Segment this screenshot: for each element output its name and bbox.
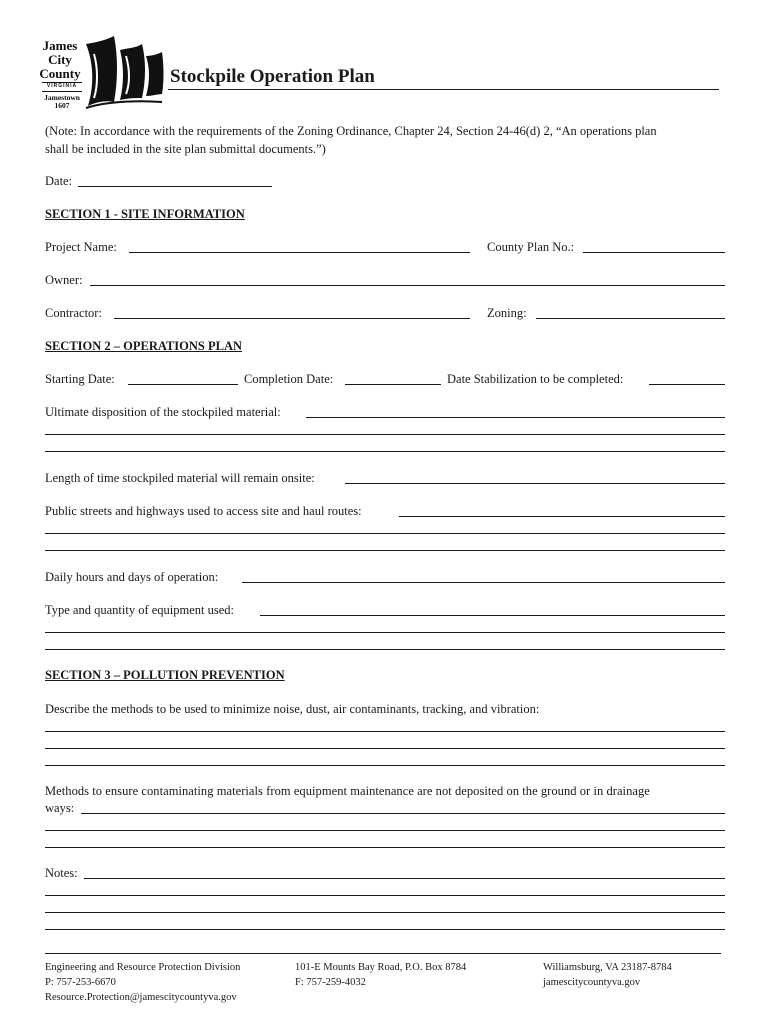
methods-ensure-field[interactable] — [81, 813, 725, 814]
describe-methods-line-2[interactable] — [45, 748, 725, 749]
contractor-label: Contractor: — [45, 306, 102, 320]
date-stabilization-field[interactable] — [649, 384, 725, 385]
note-line-2: shall be included in the site plan submittal documents.”) — [45, 142, 326, 156]
starting-date-field[interactable] — [128, 384, 238, 385]
section-2-heading: SECTION 2 – OPERATIONS PLAN — [45, 339, 243, 353]
footer-rule — [45, 953, 721, 954]
daily-hours-label: Daily hours and days of operation: — [45, 570, 219, 584]
equipment-label: Type and quantity of equipment used: — [45, 603, 235, 617]
public-streets-label: Public streets and highways used to access site and haul routes: — [45, 504, 362, 518]
starting-date-label: Starting Date: — [45, 372, 115, 386]
logo-virginia: VIRGINIA — [46, 83, 78, 89]
page-title: Stockpile Operation Plan — [170, 66, 375, 87]
footer-address: 101-E Mounts Bay Road, P.O. Box 8784 — [295, 962, 467, 973]
equipment-line-3[interactable] — [45, 649, 725, 650]
methods-ensure-line-3[interactable] — [45, 847, 725, 848]
footer-phone: P: 757-253-6670 — [45, 977, 116, 988]
methods-ensure-line-2[interactable] — [45, 830, 725, 831]
describe-methods-line-1[interactable] — [45, 731, 725, 732]
public-streets-line-3[interactable] — [45, 550, 725, 551]
footer-email[interactable]: Resource.Protection@jamescitycountyva.gov — [45, 992, 237, 1003]
date-field[interactable] — [78, 186, 272, 187]
note-line-1: (Note: In accordance with the requirements of the Zoning Ordinance, Chapter 24, Section 24-46(d) 2, “An operations plan — [45, 124, 657, 138]
equipment-field[interactable] — [260, 615, 725, 616]
ultimate-disposition-line-3[interactable] — [45, 451, 725, 452]
zoning-label: Zoning: — [487, 306, 527, 320]
footer — [0, 962, 770, 1012]
date-label: Date: — [45, 174, 73, 188]
zoning-field[interactable] — [536, 318, 725, 319]
footer-city: Williamsburg, VA 23187-8784 — [543, 962, 672, 973]
logo-county: County — [39, 66, 81, 81]
notes-label: Notes: — [45, 866, 78, 880]
ultimate-disposition-field[interactable] — [306, 417, 725, 418]
describe-methods-line-3[interactable] — [45, 765, 725, 766]
county-logo — [30, 36, 165, 114]
completion-date-label: Completion Date: — [244, 372, 334, 386]
methods-ensure-label-2: ways: — [45, 801, 75, 815]
notes-line-3[interactable] — [45, 912, 725, 913]
ultimate-disposition-line-2[interactable] — [45, 434, 725, 435]
county-plan-no-field[interactable] — [583, 252, 725, 253]
logo-city: City — [48, 52, 72, 67]
county-plan-no-label: County Plan No.: — [487, 240, 575, 254]
logo-divider-2 — [42, 91, 82, 92]
footer-fax: F: 757-259-4032 — [295, 977, 366, 988]
describe-methods-label: Describe the methods to be used to minimize noise, dust, air contaminants, tracking, and vibration: — [45, 702, 540, 716]
owner-field[interactable] — [90, 285, 725, 286]
public-streets-line-2[interactable] — [45, 533, 725, 534]
project-name-label: Project Name: — [45, 240, 117, 254]
logo-jamestown: Jamestown — [44, 93, 80, 102]
methods-ensure-label-1: Methods to ensure contaminating materials from equipment maintenance are not deposited on the ground or in drainage — [45, 784, 650, 798]
notes-field[interactable] — [84, 878, 725, 879]
completion-date-field[interactable] — [345, 384, 441, 385]
ship-sails-icon — [84, 36, 164, 110]
contractor-field[interactable] — [114, 318, 470, 319]
daily-hours-field[interactable] — [242, 582, 725, 583]
project-name-field[interactable] — [129, 252, 470, 253]
notes-line-4[interactable] — [45, 929, 725, 930]
logo-year: 1607 — [54, 101, 70, 110]
ultimate-disposition-label: Ultimate disposition of the stockpiled material: — [45, 405, 281, 419]
footer-division: Engineering and Resource Protection Division — [45, 962, 241, 973]
length-of-time-field[interactable] — [345, 483, 725, 484]
equipment-line-2[interactable] — [45, 632, 725, 633]
length-of-time-label: Length of time stockpiled material will remain onsite: — [45, 471, 315, 485]
public-streets-field[interactable] — [399, 516, 725, 517]
section-3-heading: SECTION 3 – POLLUTION PREVENTION — [45, 668, 285, 682]
notes-line-2[interactable] — [45, 895, 725, 896]
section-1-heading: SECTION 1 - SITE INFORMATION — [45, 207, 245, 221]
date-stabilization-label: Date Stabilization to be completed: — [447, 372, 624, 386]
title-rule — [168, 89, 719, 90]
logo-james: James — [42, 38, 78, 53]
footer-website[interactable]: jamescitycountyva.gov — [543, 977, 641, 988]
owner-label: Owner: — [45, 273, 83, 287]
